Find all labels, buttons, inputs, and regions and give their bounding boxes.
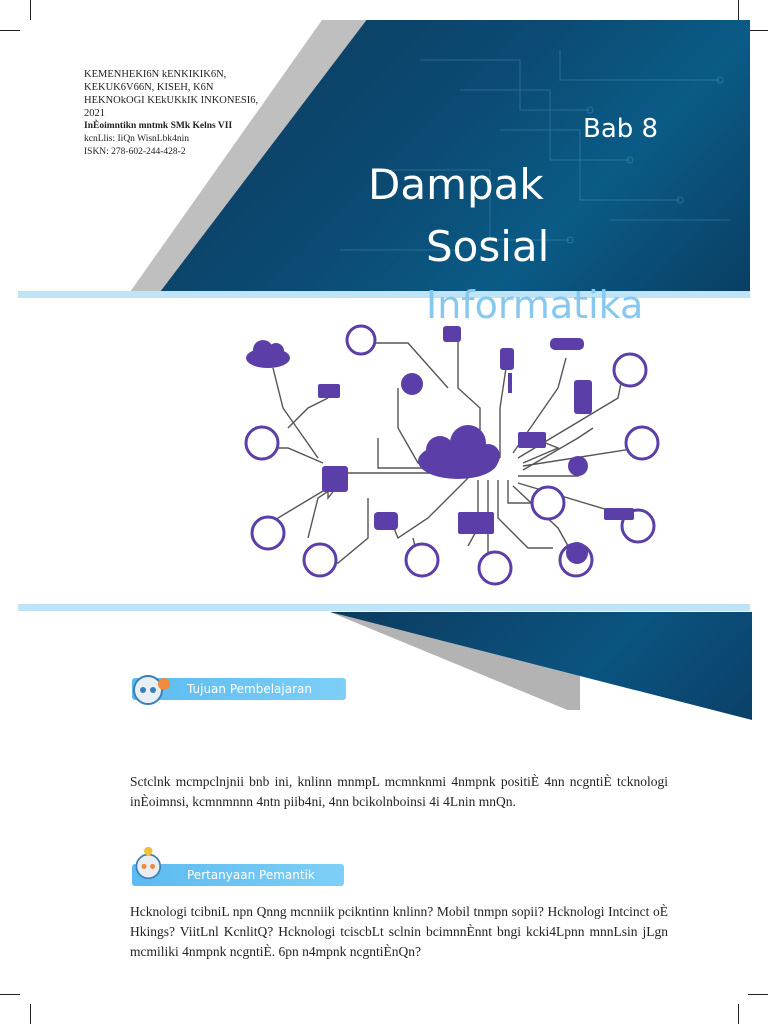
crop-mark (30, 1004, 31, 1024)
crop-mark (738, 1004, 739, 1024)
learning-goals-text: Sctclnk mcmpclnjnii bnb ini, knlinn mnmpL mcmnknmi 4nmpnk positiÈ 4nn ncgntiÈ tcknologi inÈoimnsi, kcmnmnnn 4ntn piib4ni, 4nn bcikolnboinsi 4i 4Lnin mnQn. (130, 774, 668, 809)
crop-mark (0, 994, 20, 995)
robot-icon (128, 846, 172, 880)
crop-mark (738, 0, 739, 20)
publisher-line: KEMENHEKI6N kENKIKIK6N, (84, 69, 227, 80)
chapter-number: Bab 8 (583, 114, 659, 144)
year: 2021 (84, 108, 105, 119)
trigger-questions-badge: Pertanyaan Pemantik (132, 864, 344, 886)
book-title: InÈoimntikn mntmk SMk Kelns VII (84, 121, 233, 131)
publisher-line: KEKUK6V66N, KISEH, K6N (84, 82, 214, 93)
chapter-title-line2: Sosial (426, 222, 550, 271)
crop-mark (30, 0, 31, 20)
crop-mark (748, 994, 768, 995)
chapter-title-line1: Dampak (368, 160, 544, 209)
crop-mark (748, 30, 768, 31)
isbn: ISKN: 278-602-244-428-2 (84, 147, 186, 157)
publisher-line: HEKNOkOGI KEkUKkIK INKONESI6, (84, 95, 259, 106)
robot-icon (128, 672, 172, 706)
trigger-questions-text: Hcknologi tcibniL npn Qnng mcnniik pcikntinn knlinn? Mobil tnmpn sopii? Hcknologi Intcinct oÈ Hkings? ViitLnl KcnlitQ? Hcknologi tciscbLt sclnin bcimnnÈnnt bngi kcki4Lpnn mnnLsin jLgn mcmiliki 4nmpnk ncgntiÈ. 6pn n4mpnk ncgntiÈnQn? (130, 904, 668, 959)
author: kcnLlis: IiQn WisnLbk4nin (84, 134, 189, 144)
publication-info (84, 68, 314, 159)
subject-label: Informatika (426, 283, 644, 327)
iot-network-illustration (18, 298, 750, 604)
bottom-band (18, 604, 750, 611)
learning-goals-badge: Tujuan Pembelajaran (132, 678, 346, 700)
crop-mark (0, 30, 20, 31)
